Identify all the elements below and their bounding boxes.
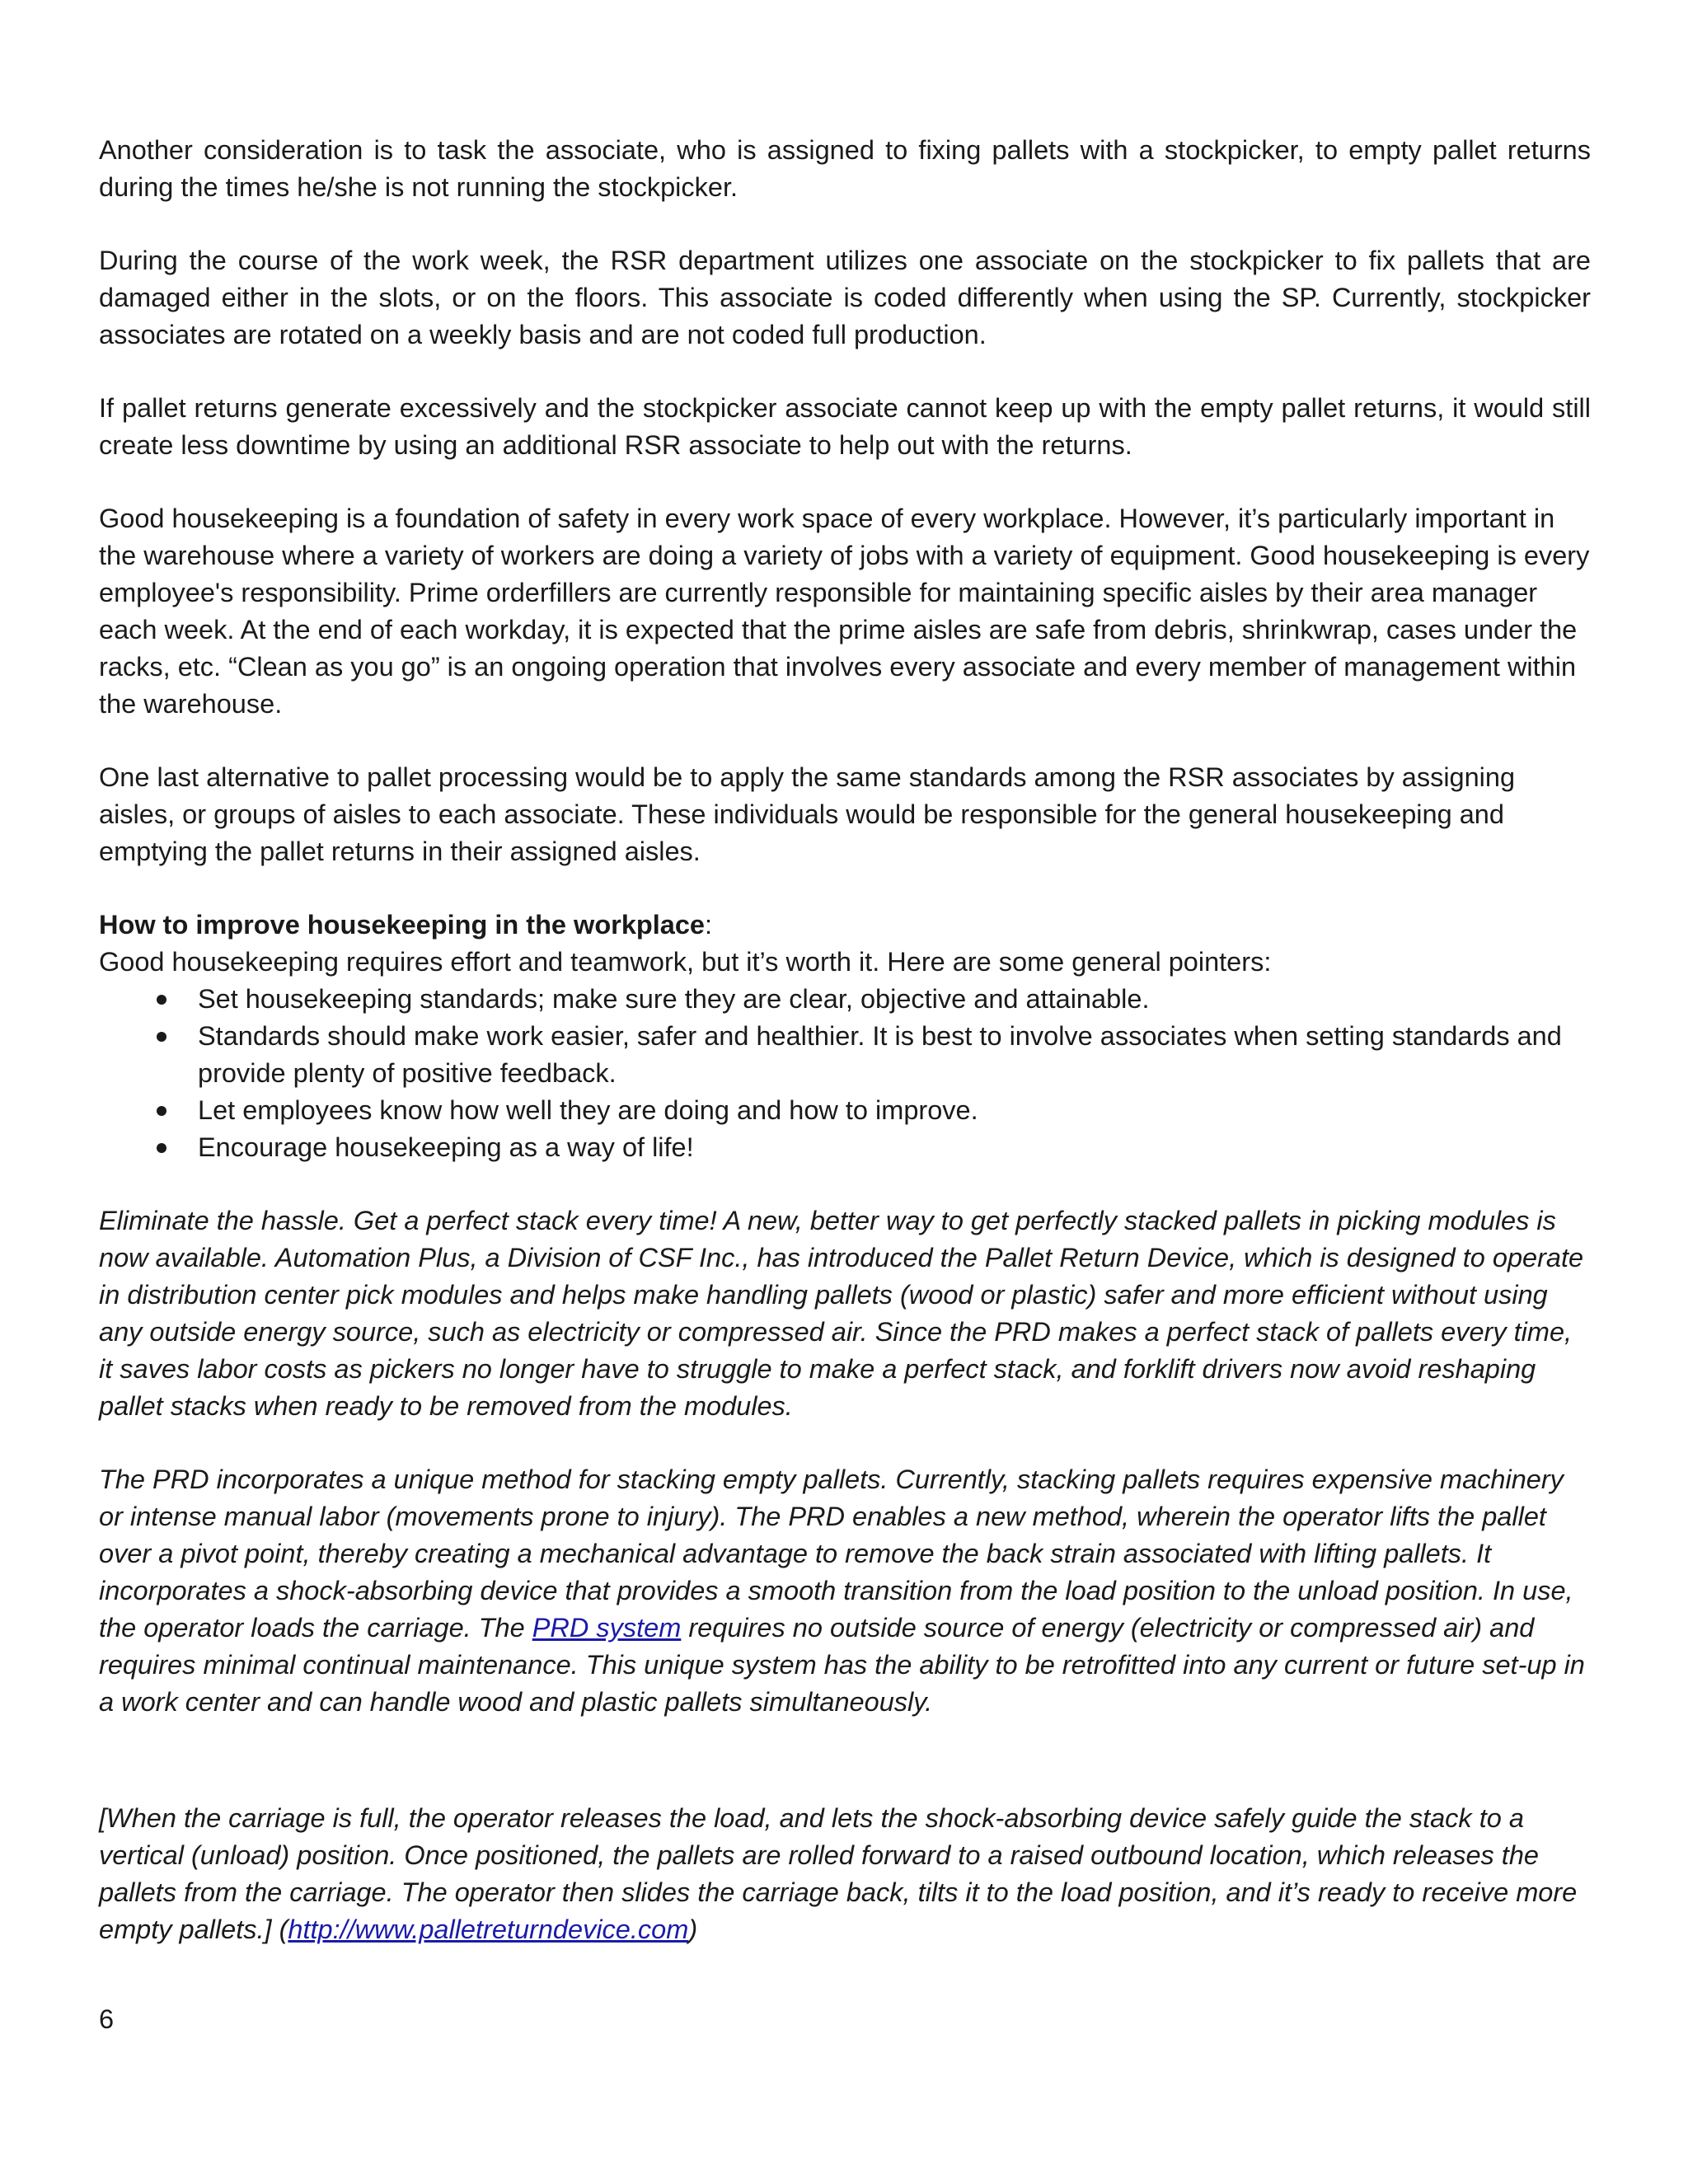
- paragraph-eliminate-hassle: Eliminate the hassle. Get a perfect stack every time! A new, better way to get perfectly stacked pallets in picking modules is now available. Automation Plus, a Division of CSF Inc., has introduced the Pallet Return Device, which is designed to operate in distribution center pick modules and helps make handling pallets (wood or plastic) safer and more efficient without using any outside energy source, such as electricity or compressed air. Since the PRD makes a perfect stack of pallets every time, it saves labor costs as pickers no longer have to struggle to make a perfect stack, and forklift drivers now avoid reshaping pallet stacks when ready to be removed from the modules.: [99, 1206, 1584, 1421]
- carriage-text-after: ): [688, 1915, 698, 1944]
- housekeeping-heading: How to improve housekeeping in the workplace: [99, 910, 705, 940]
- list-item: Standards should make work easier, safer and healthier. It is best to involve associates when setting standards and provide plenty of positive feedback.: [198, 1018, 1591, 1092]
- list-item: Let employees know how well they are doing and how to improve.: [198, 1092, 1591, 1129]
- paragraph-empty-pallet-returns: Another consideration is to task the associate, who is assigned to fixing pallets with a stockpicker, to empty pallet returns during the times he/she is not running the stockpicker.: [99, 135, 1591, 202]
- housekeeping-section: [99, 907, 1591, 1166]
- paragraph-good-housekeeping: Good housekeeping is a foundation of safety in every work space of every workplace. However, it’s particularly important in the warehouse where a variety of workers are doing a variety of jobs with a variety of equipment. Good housekeeping is every employee's responsibility. Prime orderfillers are currently responsible for maintaining specific aisles by their area manager each week. At the end of each workday, it is expected that the prime aisles are safe from debris, shrinkwrap, cases under the racks, etc. “Clean as you go” is an ongoing operation that involves every associate and every member of management within the warehouse.: [99, 504, 1590, 719]
- pallet-return-device-url-link[interactable]: http://www.palletreturndevice.com: [288, 1915, 689, 1944]
- paragraph-rsr-stockpicker: During the course of the work week, the RSR department utilizes one associate on the stockpicker to fix pallets that are damaged either in the slots, or on the floors. This associate is coded differently when using the SP. Currently, stockpicker associates are rotated on a weekly basis and are not coded full production.: [99, 246, 1591, 349]
- list-item: Encourage housekeeping as a way of life!: [198, 1129, 1591, 1166]
- housekeeping-heading-line: [99, 907, 1591, 944]
- paragraph-prd-method: [99, 1461, 1591, 1721]
- heading-colon: :: [705, 910, 713, 940]
- prd-method-text-before: The PRD incorporates a unique method for stacking empty pallets. Currently, stacking pallets requires expensive machinery or intense manual labor (movements prone to injury). The PRD enables a new method, wherein the operator lifts the pallet over a pivot point, thereby creating a mechanical advantage to remove the back strain associated with lifting pallets. It incorporates a shock-absorbing device that provides a smooth transition from the load position to the unload position. In use, the operator loads the carriage. The: [99, 1465, 1573, 1643]
- prd-method-text-after: requires no outside source of energy (electricity or compressed air) and requires minimal continual maintenance. This unique system has the ability to be retrofitted into any current or future set-up in a work center and can handle wood and plastic pallets simultaneously.: [99, 1613, 1585, 1717]
- paragraph-alternative-processing: One last alternative to pallet processing would be to apply the same standards among the RSR associates by assigning aisles, or groups of aisles to each associate. These individuals would be responsible for the general housekeeping and emptying the pallet returns in their assigned aisles.: [99, 762, 1516, 866]
- page-number: 6: [99, 2004, 115, 2034]
- document-page: [99, 132, 1591, 1985]
- paragraph-excessive-returns: If pallet returns generate excessively and the stockpicker associate cannot keep up with the empty pallet returns, it would still create less downtime by using an additional RSR associate to help out with the returns.: [99, 393, 1591, 460]
- list-item: Set housekeeping standards; make sure they are clear, objective and attainable.: [198, 981, 1591, 1018]
- paragraph-carriage-release: [99, 1800, 1591, 1948]
- carriage-text-before: [When the carriage is full, the operator releases the load, and lets the shock-absorbing device safely guide the stack to a vertical (unload) position. Once positioned, the pallets are rolled forward to a raised outbound location, which releases the pallets from the carriage. The operator then slides the carriage back, tilts it to the load position, and it’s ready to receive more empty pallets.] (: [99, 1803, 1578, 1944]
- housekeeping-intro: Good housekeeping requires effort and teamwork, but it’s worth it. Here are some general pointers:: [99, 947, 1272, 977]
- housekeeping-pointers-list: [99, 981, 1591, 1166]
- prd-system-link[interactable]: PRD system: [532, 1613, 682, 1643]
